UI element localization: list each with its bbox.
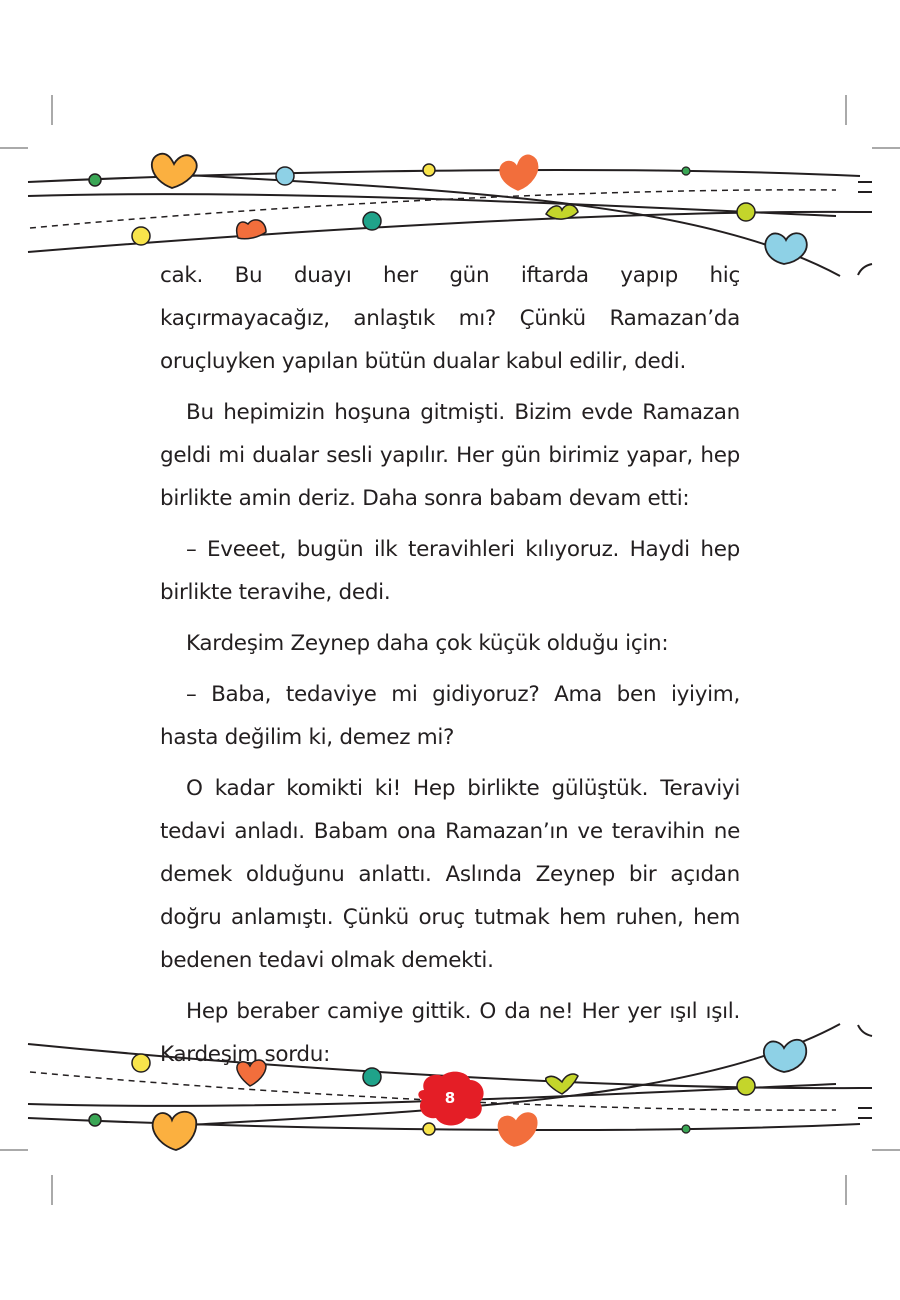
bead-lime-icon bbox=[737, 203, 755, 221]
bead-lime-icon bbox=[737, 1077, 755, 1095]
paragraph: – Eveeet, bugün ilk teravihleri kılıyoruz. Haydi hep birlikte teravihe, dedi. bbox=[160, 537, 740, 605]
bead-green-icon bbox=[89, 1114, 101, 1126]
heart-yellow-orange-icon bbox=[153, 1112, 197, 1150]
bottom-edge-dashes bbox=[858, 1025, 872, 1118]
paragraph: Bu hepimizin hoşuna gitmişti. Bizim evde Ramazan geldi mi dualar sesli yapılır. Her gün birimiz yapar, hep birlikte amin deriz. Daha sonra babam devam etti: bbox=[160, 400, 740, 511]
heart-lime-icon bbox=[546, 1074, 578, 1094]
heart-orange-icon bbox=[500, 155, 537, 190]
heart-blue-icon bbox=[764, 1040, 806, 1072]
heart-yellow-orange-icon bbox=[152, 154, 197, 188]
paragraph: Kardeşim Zeynep daha çok küçük olduğu için: bbox=[186, 631, 669, 656]
bead-yellow-icon bbox=[132, 1054, 150, 1072]
paragraph: – Baba, tedaviye mi gidiyoruz? Ama ben iyiyim, hasta değilim ki, demez mi? bbox=[160, 682, 740, 750]
paragraph: Hep beraber camiye gittik. O da ne! Her yer ışıl ışıl. Kardeşim sordu: bbox=[160, 999, 740, 1067]
heart-orange-icon bbox=[498, 1113, 536, 1146]
page-number: 8 bbox=[444, 1089, 456, 1107]
heart-orange-icon bbox=[237, 220, 266, 239]
top-edge-dashes bbox=[858, 182, 872, 275]
bead-green-icon bbox=[682, 167, 690, 175]
paragraph: cak. Bu duayı her gün iftarda yapıp hiç kaçırmayacağız, anlaştık mı? Çünkü Ramazan’da oruçluyken yapılan bütün dualar kabul edilir, dedi. bbox=[160, 263, 740, 374]
paragraph: O kadar komikti ki! Hep birlikte gülüştük. Teraviyi tedavi anladı. Babam ona Ramazan’ın ve teravihin ne demek olduğunu anlattı. Aslında Zeynep bir açıdan doğru anlamıştı. Çünkü oruç tutmak hem ruhen, hem bedenen tedavi olmak demekti. bbox=[160, 776, 740, 973]
bead-green-icon bbox=[89, 174, 101, 186]
bead-yellow-icon bbox=[132, 227, 150, 245]
bead-green-icon bbox=[682, 1125, 690, 1133]
bead-teal-icon bbox=[363, 212, 381, 230]
heart-blue-icon bbox=[765, 233, 807, 264]
bead-yellow-icon bbox=[423, 164, 435, 176]
story-text bbox=[160, 254, 740, 1076]
bead-yellow-icon bbox=[423, 1123, 435, 1135]
bead-blue-icon bbox=[276, 167, 294, 185]
